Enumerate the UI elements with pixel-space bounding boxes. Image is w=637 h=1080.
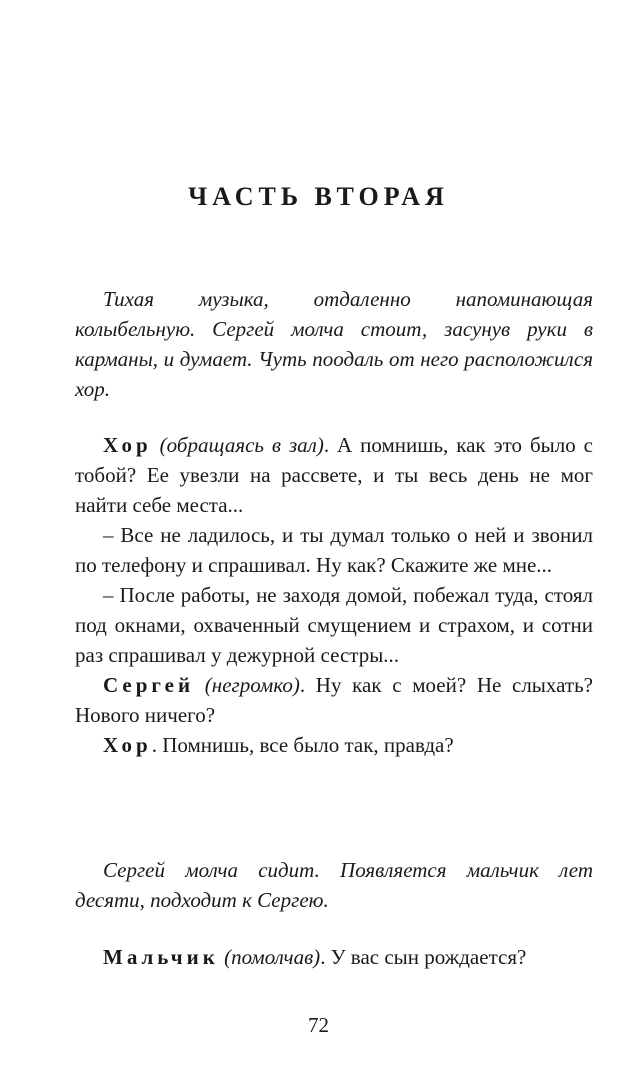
line-text: . Помнишь, все было так, правда? bbox=[151, 733, 454, 757]
speaker-direction: (негромко) bbox=[204, 673, 300, 697]
speaker-direction: (обращаясь в зал) bbox=[159, 433, 324, 457]
page-title: ЧАСТЬ ВТОРАЯ bbox=[188, 182, 449, 211]
speaker-direction: (помолчав) bbox=[224, 945, 321, 969]
dialogue-block bbox=[75, 942, 593, 972]
speaker-name: Хор bbox=[103, 733, 152, 757]
dialogue-line bbox=[75, 942, 593, 972]
stage-direction bbox=[75, 284, 593, 404]
stage-direction-text: Тихая музыка, отдаленно напоминающая колыбельную. Сергей молча стоит, засунув руки в карманы, и думает. Чуть поодаль от него расположился хор. bbox=[75, 287, 593, 401]
dialogue-line bbox=[75, 670, 593, 730]
line-text: . А помнишь, как это было с тобой? Ее увезли на рассвете, и ты весь день не мог найти себе места... bbox=[75, 433, 594, 517]
dialogue-block bbox=[75, 430, 593, 760]
dialogue-line bbox=[75, 430, 593, 520]
dialogue-line bbox=[75, 520, 593, 580]
page-number: 72 bbox=[308, 1013, 329, 1037]
line-text: – Все не ладилось, и ты думал только о ней и звонил по телефону и спрашивал. Ну как? Скажите же мне... bbox=[75, 523, 593, 577]
stage-direction bbox=[75, 855, 593, 915]
line-text: . Ну как с моей? Не слыхать? Нового ничего? bbox=[75, 673, 593, 727]
dialogue-line bbox=[75, 580, 593, 670]
speaker-name: Хор bbox=[103, 433, 152, 457]
line-text: – После работы, не заходя домой, побежал туда, стоял под окнами, охваченный смущением и страхом, и сотни раз спрашивал у дежурной сестры... bbox=[75, 583, 593, 667]
line-text: . У вас сын рождается? bbox=[320, 945, 527, 969]
speaker-name: Сергей bbox=[103, 673, 195, 697]
speaker-name: Мальчик bbox=[103, 945, 219, 969]
dialogue-line bbox=[75, 730, 593, 760]
stage-direction-text: Сергей молча сидит. Появляется мальчик лет десяти, подходит к Сергею. bbox=[75, 858, 593, 912]
